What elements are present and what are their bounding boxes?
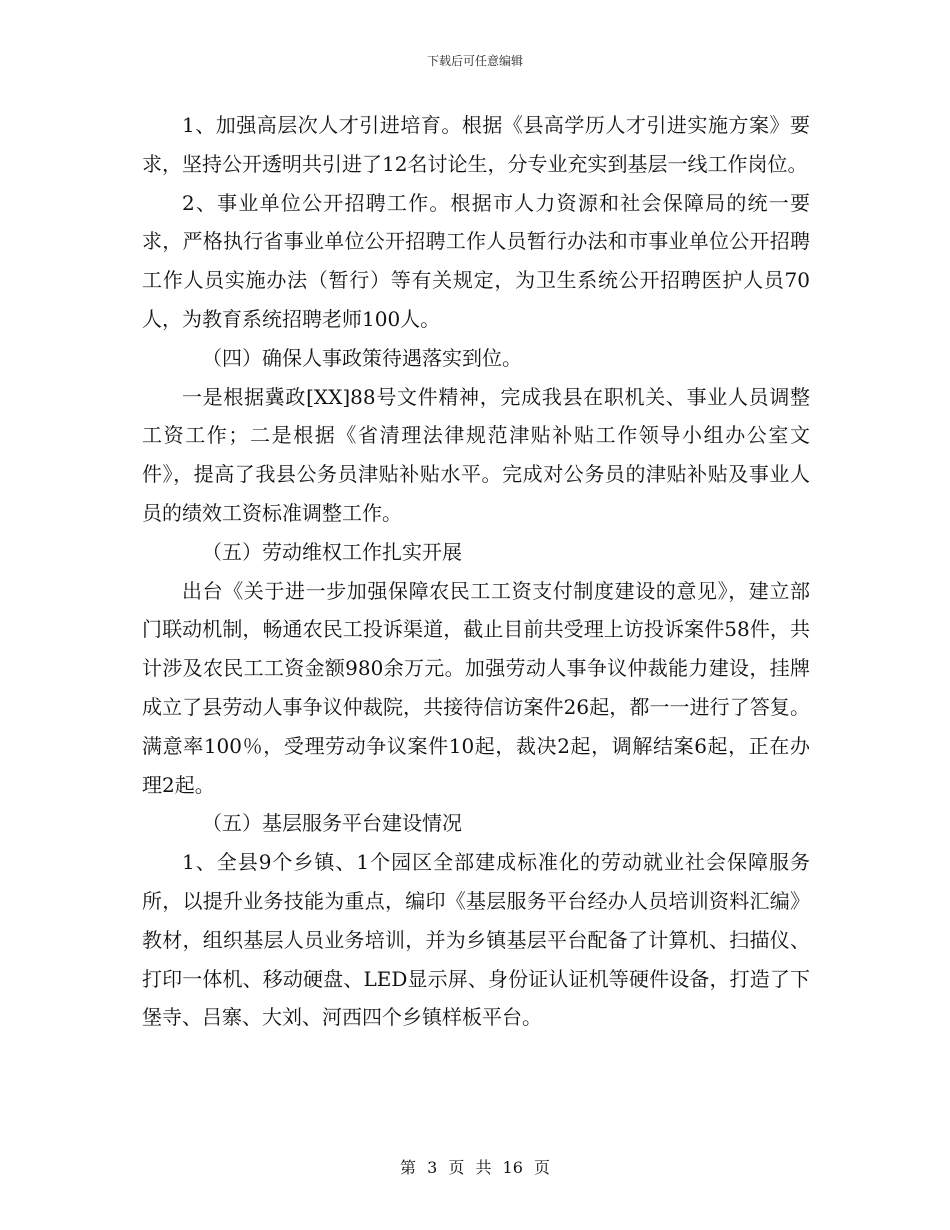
page-header-note: 下载后可任意编辑	[426, 54, 523, 68]
paragraph-salary-adjustment: 一是根据冀政[XX]88号文件精神，完成我县在职机关、事业人员调整工资工作；二是根据《省清理法律规范津贴补贴工作领导小组办公室文件》，提高了我县公务员津贴补贴水平。完成对公务员的津贴补贴及事业人员的绩效工资标准调整工作。	[142, 384, 810, 525]
section-heading-service-platform: （五）基层服务平台建设情况	[202, 811, 462, 836]
section-heading-personnel-policy: （四）确保人事政策待遇落实到位。	[202, 345, 522, 370]
page-footer-number: 第 3 页 共 16 页	[400, 1158, 550, 1177]
paragraph-labor-rights: 出台《关于进一步加强保障农民工工资支付制度建设的意见》，建立部门联动机制，畅通农民工投诉渠道，截止目前共受理上访投诉案件58件，共计涉及农民工工资金额980余万元。加强劳动人事争议仲裁能力建设，挂牌成立了县劳动人事争议仲裁院，共接待信访案件26起，都一一进行了答复。满意率100％，受理劳动争议案件10起，裁决2起，调解结案6起，正在办理2起。	[142, 578, 810, 797]
document-body	[142, 106, 810, 1037]
paragraph-service-platform: 1、全县9个乡镇、1个园区全部建成标准化的劳动就业社会保障服务所，以提升业务技能为重点，编印《基层服务平台经办人员培训资料汇编》教材，组织基层人员业务培训，并为乡镇基层平台配备了计算机、扫描仪、打印一体机、移动硬盘、LED显示屏、身份证认证机等硬件设备，打造了下堡寺、吕寨、大刘、河西四个乡镇样板平台。	[142, 850, 810, 1030]
section-heading-labor-rights: （五）劳动维权工作扎实开展	[202, 539, 462, 564]
paragraph-talent-introduction: 1、加强高层次人才引进培育。根据《县高学历人才引进实施方案》要求，坚持公开透明共引进了12名讨论生，分专业充实到基层一线工作岗位。	[142, 113, 810, 176]
paragraph-public-recruitment: 2、事业单位公开招聘工作。根据市人力资源和社会保障局的统一要求，严格执行省事业单位公开招聘工作人员暂行办法和市事业单位公开招聘工作人员实施办法（暂行）等有关规定，为卫生系统公开招聘医护人员70人，为教育系统招聘老师100人。	[142, 190, 810, 331]
